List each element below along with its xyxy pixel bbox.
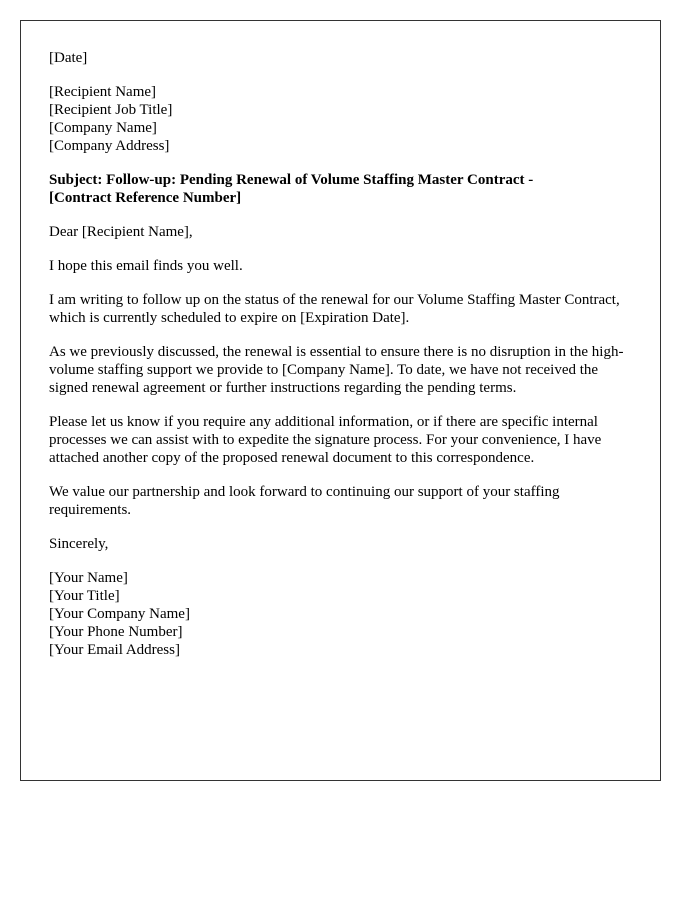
body-paragraph: We value our partnership and look forward to continuing our support of your staffing requirements. bbox=[49, 484, 560, 518]
recipient-address: [Company Address] bbox=[49, 138, 170, 154]
subject bbox=[49, 171, 632, 207]
body-paragraph: I hope this email finds you well. bbox=[49, 258, 243, 274]
subject-line-1: Subject: Follow-up: Pending Renewal of Volume Staffing Master Contract - bbox=[49, 172, 534, 188]
signature-title: [Your Title] bbox=[49, 588, 120, 604]
subject-line-2: [Contract Reference Number] bbox=[49, 190, 242, 206]
letter-page bbox=[20, 20, 661, 781]
recipient-company: [Company Name] bbox=[49, 120, 157, 136]
signature-company: [Your Company Name] bbox=[49, 606, 190, 622]
recipient-block bbox=[49, 83, 632, 155]
signature-block bbox=[49, 569, 632, 659]
body-paragraph: Please let us know if you require any additional information, or if there are specific internal processes we can assist with to expedite the signature process. For your convenience, I have attached another copy of the proposed renewal document to this correspondence. bbox=[49, 414, 602, 466]
signature-email: [Your Email Address] bbox=[49, 642, 180, 658]
recipient-job-title: [Recipient Job Title] bbox=[49, 102, 173, 118]
signature-phone: [Your Phone Number] bbox=[49, 624, 183, 640]
salutation: Dear [Recipient Name], bbox=[49, 224, 193, 240]
body-paragraph: I am writing to follow up on the status of the renewal for our Volume Staffing Master Contract, which is currently scheduled to expire on [Expiration Date]. bbox=[49, 292, 620, 326]
date: [Date] bbox=[49, 50, 88, 66]
body-paragraph: As we previously discussed, the renewal is essential to ensure there is no disruption in the high-volume staffing support we provide to [Company Name]. To date, we have not received the signed renewal agreement or further instructions regarding the pending terms. bbox=[49, 344, 624, 396]
closing: Sincerely, bbox=[49, 536, 109, 552]
recipient-name: [Recipient Name] bbox=[49, 84, 157, 100]
signature-name: [Your Name] bbox=[49, 570, 128, 586]
